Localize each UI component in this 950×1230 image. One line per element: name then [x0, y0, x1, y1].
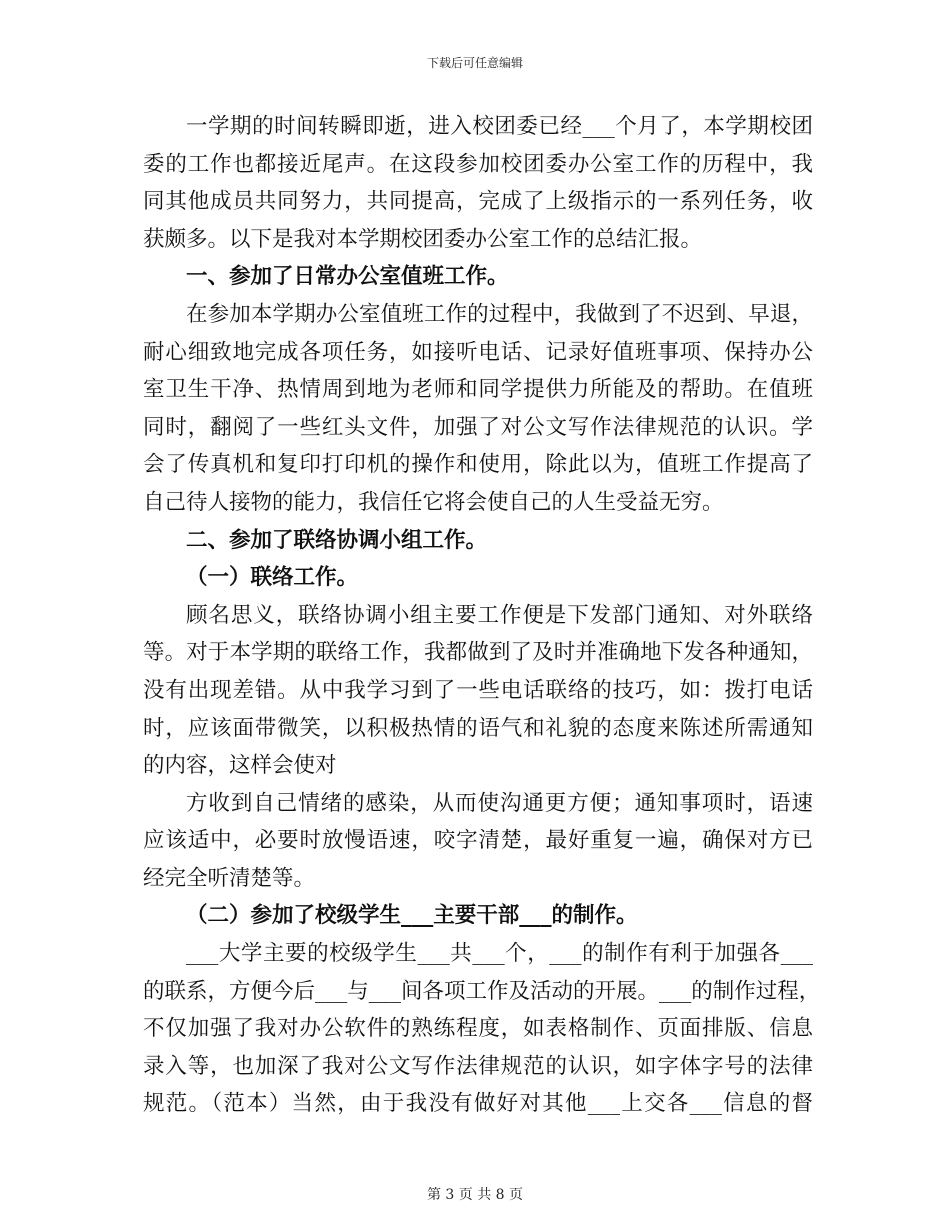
- paragraph-line: 不仅加强了我对办公软件的熟练程度，如表格制作、页面排版、信息: [143, 1016, 813, 1042]
- paragraph-line: 一学期的时间转瞬即逝，进入校团委已经___个月了，本学期校团: [186, 114, 813, 139]
- paragraph-line: 方收到自己情绪的感染，从而使沟通更方便；通知事项时，语速: [186, 790, 813, 816]
- paragraph-line: 获颇多。以下是我对本学期校团委办公室工作的总结汇报。: [143, 226, 703, 252]
- paragraph-line: 同时，翻阅了一些红头文件，加强了对公文写作法律规范的认识。学: [143, 414, 813, 440]
- subsection-heading: （二）参加了校级学生___主要干部___的制作。: [186, 903, 638, 929]
- paragraph-line: 录入等，也加深了我对公文写作法律规范的认识，如字体字号的法律: [143, 1053, 813, 1079]
- paragraph-line: 没有出现差错。从中我学习到了一些电话联络的技巧，如：拨打电话: [143, 677, 813, 703]
- paragraph-line: 的内容，这样会使对: [143, 753, 337, 779]
- paragraph-line: 顾名思义，联络协调小组主要工作便是下发部门通知、对外联络: [186, 602, 813, 628]
- subsection-heading: （一）联络工作。: [186, 565, 359, 591]
- paragraph-line: 应该适中，必要时放慢语速，咬字清楚，最好重复一遍，确保对方已: [143, 828, 813, 854]
- paragraph-line: 在参加本学期办公室值班工作的过程中，我做到了不迟到、早退，: [186, 301, 813, 327]
- paragraph-line: ___大学主要的校级学生___共___个，___的制作有利于加强各___: [186, 941, 813, 967]
- paragraph-line: 耐心细致地完成各项任务，如接听电话、记录好值班事项、保持办公: [143, 339, 813, 365]
- section-heading: 二、参加了联络协调小组工作。: [186, 527, 488, 553]
- paragraph-line: 经完全听清楚等。: [143, 865, 316, 891]
- paragraph-line: 委的工作也都接近尾声。在这段参加校团委办公室工作的历程中，我: [143, 151, 813, 177]
- paragraph-line: 等。对于本学期的联络工作，我都做到了及时并准确地下发各种通知，: [143, 640, 813, 666]
- paragraph-line: 会了传真机和复印打印机的操作和使用，除此以为，值班工作提高了: [143, 452, 813, 478]
- paragraph-line: 的联系，方便今后___与___间各项工作及活动的开展。___的制作过程，: [143, 978, 821, 1004]
- paragraph-line: 自己待人接物的能力，我信任它将会使自己的人生受益无穷。: [143, 489, 724, 515]
- paragraph-line: 规范。（范本）当然，由于我没有做好对其他___上交各___信息的督: [143, 1091, 813, 1117]
- paragraph-line: 同其他成员共同努力，共同提高，完成了上级指示的一系列任务，收: [143, 189, 813, 215]
- document-body: [143, 108, 821, 1123]
- page-footer: 第 3 页 共 8 页: [426, 1187, 524, 1203]
- paragraph-line: 室卫生干净、热情周到地为老师和同学提供力所能及的帮助。在值班: [143, 377, 813, 403]
- section-heading: 一、参加了日常办公室值班工作。: [186, 264, 509, 290]
- paragraph-line: 时，应该面带微笑，以积极热情的语气和礼貌的态度来陈述所需通知: [143, 715, 813, 741]
- page-header: 下载后可任意编辑: [426, 56, 523, 70]
